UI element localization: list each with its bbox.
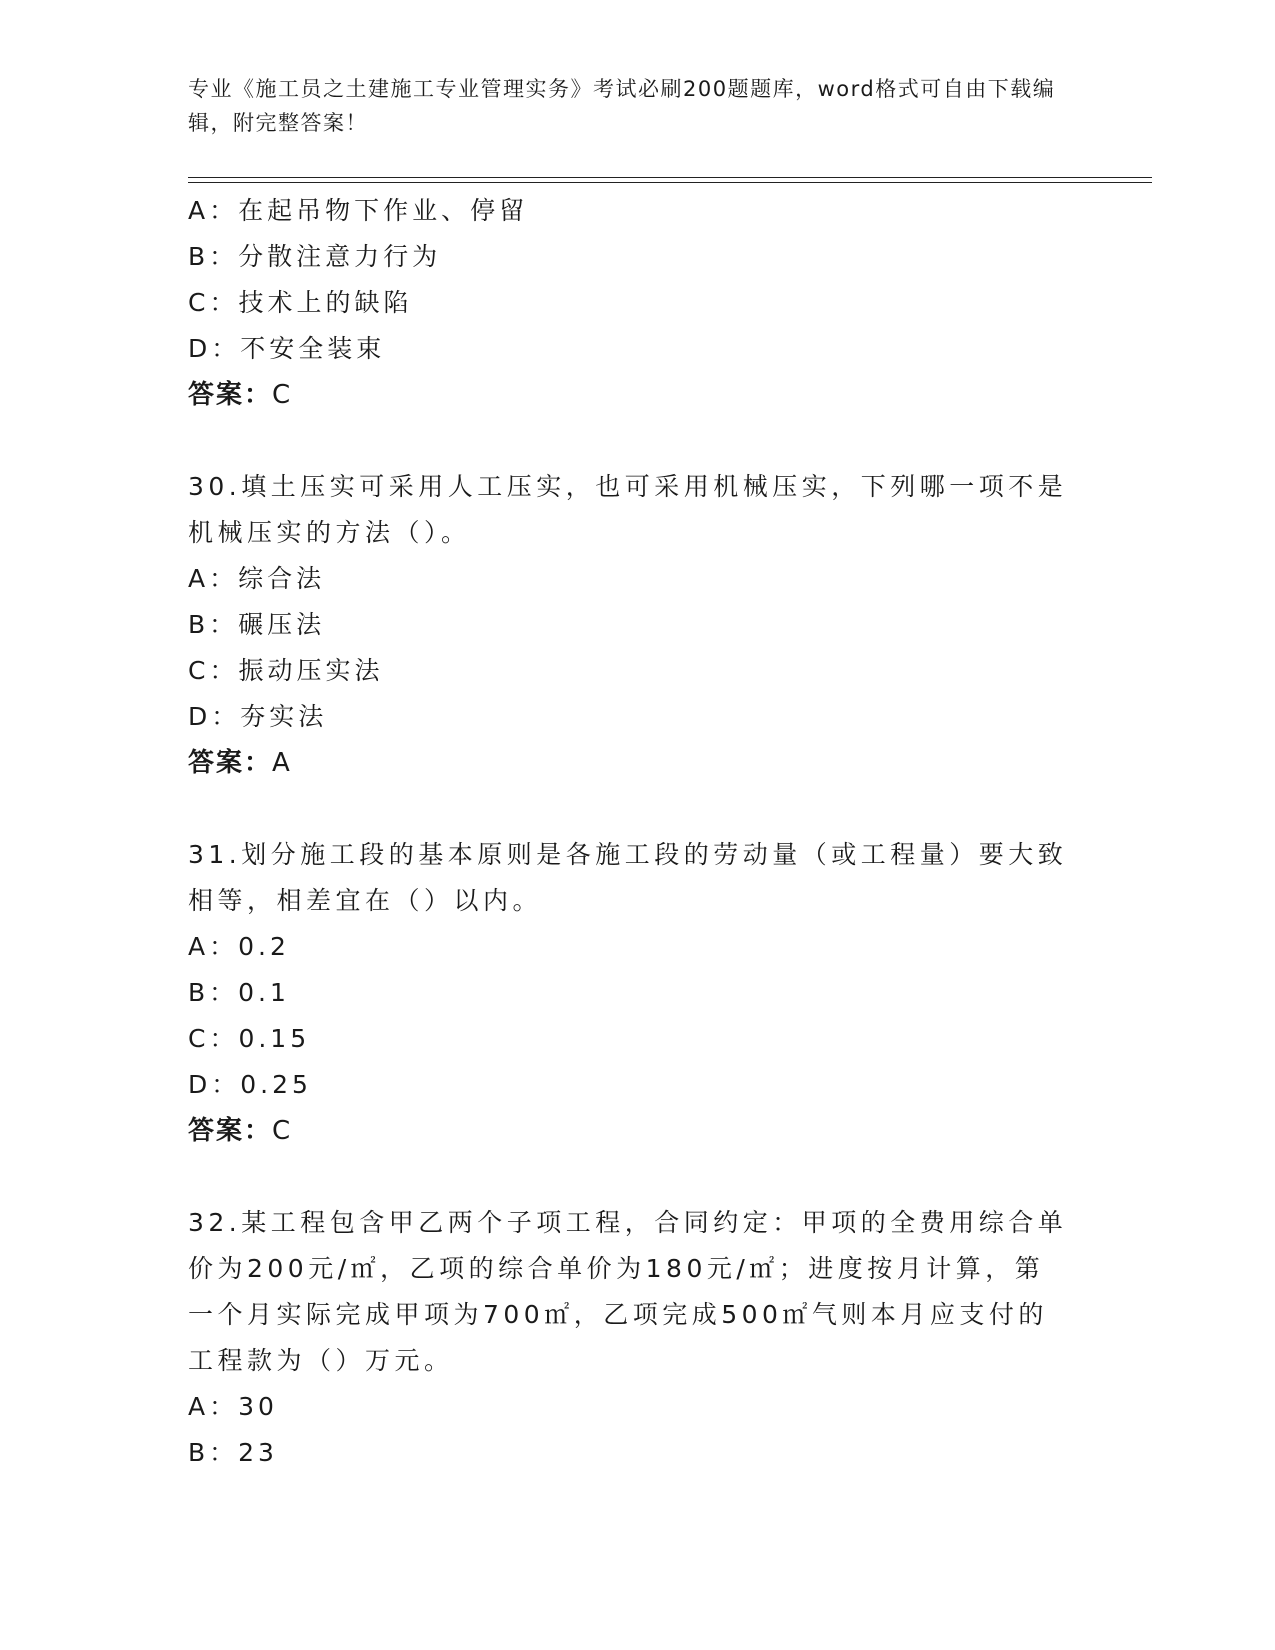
option-c: C：0.15	[188, 1024, 311, 1053]
question-29-tail	[188, 188, 1088, 418]
question-text: 32.某工程包含甲乙两个子项工程，合同约定：甲项的全费用综合单价为200元/㎡，乙项的综合单价为180元/㎡；进度按月计算，第一个月实际完成甲项为700㎡，乙项完成500㎡气则本月应支付的工程款为（）万元。	[188, 1208, 1068, 1375]
header-divider-top	[188, 177, 1152, 178]
option-c: C：振动压实法	[188, 656, 384, 685]
answer-value: C	[272, 380, 293, 410]
option-d: D：夯实法	[188, 702, 328, 731]
answer-label: 答案：	[188, 380, 273, 410]
option-a: A：0.2	[188, 932, 290, 961]
question-31	[188, 832, 1088, 1154]
question-text: 31.划分施工段的基本原则是各施工段的劳动量（或工程量）要大致相等，相差宜在（）以内。	[188, 840, 1068, 915]
question-text: 30.填土压实可采用人工压实，也可采用机械压实，下列哪一项不是机械压实的方法（）。	[188, 472, 1068, 547]
document-header: 专业《施工员之土建施工专业管理实务》考试必刷200题题库，word格式可自由下载编辑，附完整答案！	[188, 77, 1056, 135]
question-30	[188, 464, 1088, 786]
answer-value: A	[272, 748, 292, 778]
option-a: A：综合法	[188, 564, 326, 593]
answer-line	[188, 372, 1088, 418]
option-c: C：技术上的缺陷	[188, 288, 413, 317]
option-b: B：碾压法	[188, 610, 326, 639]
option-a: A：在起吊物下作业、停留	[188, 196, 529, 225]
answer-label: 答案：	[188, 1116, 273, 1146]
option-a: A：30	[188, 1392, 278, 1421]
answer-line	[188, 740, 1088, 786]
option-d: D：0.25	[188, 1070, 312, 1099]
option-b: B：0.1	[188, 978, 290, 1007]
option-b: B：23	[188, 1438, 278, 1467]
document-content	[188, 188, 1088, 1476]
question-32	[188, 1200, 1088, 1476]
answer-value: C	[272, 1116, 293, 1146]
option-b: B：分散注意力行为	[188, 242, 442, 271]
option-d: D：不安全装束	[188, 334, 386, 363]
answer-line	[188, 1108, 1088, 1154]
answer-label: 答案：	[188, 748, 273, 778]
header-divider-bottom	[188, 182, 1152, 183]
